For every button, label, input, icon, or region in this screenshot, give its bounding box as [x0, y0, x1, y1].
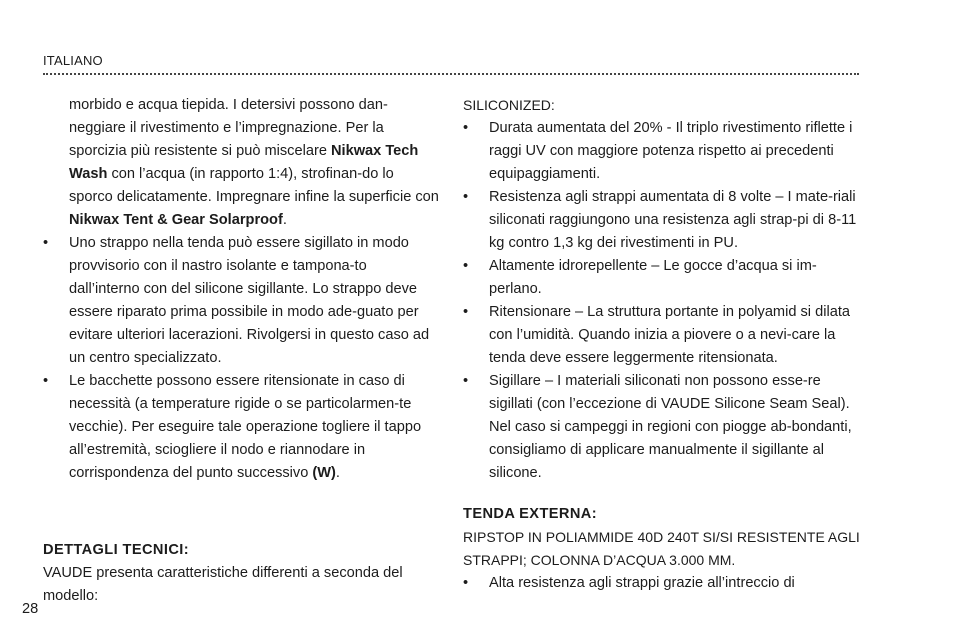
care-text-1: morbido e acqua tiepida. I detersivi possono dan-neggiare il rivestimento e l’impregnazione. Per la sporcizia più resistente si può miscelare: [69, 97, 388, 159]
care-text-2: con l’acqua (in rapporto 1:4), strofinan-do lo sporco delicatamente. Impregnare infine la superficie con: [69, 166, 439, 205]
list-item: [463, 117, 863, 186]
section-heading-outer-tent: TENDA EXTERNA:: [463, 506, 597, 522]
list-item-text: Durata aumentata del 20% - Il triplo rivestimento riflette i raggi UV con maggiore potenza rispetto ai precedenti equipaggiamenti.: [489, 120, 853, 182]
technical-intro: VAUDE presenta caratteristiche differenti a seconda del modello:: [43, 565, 403, 604]
right-column: [463, 94, 863, 595]
list-item: [43, 370, 441, 485]
list-item: [463, 255, 863, 301]
outer-tent-material-spec: RIPSTOP IN POLIAMMIDE 40D 240T SI/SI RESISTENTE AGLI STRAPPI; COLONNA D’ACQUA 3.000 MM.: [463, 529, 860, 568]
list-item-text: Uno strappo nella tenda può essere sigillato in modo provvisorio con il nastro isolante e tampona-to dall’interno con del silicone sigillante. Lo strappo deve essere riparato prima possibile in modo ade-guato per evitare ulteriori lacerazioni. Rivolgersi in questo caso ad un centro specializzato.: [69, 235, 430, 366]
figure-reference: (W): [312, 465, 336, 481]
bullet-icon: •: [43, 373, 49, 389]
list-item: [463, 572, 863, 595]
list-item-text: Alta resistenza agli strappi grazie all’intreccio di: [489, 575, 795, 591]
left-column: [43, 94, 441, 608]
bullet-icon: •: [463, 304, 469, 320]
care-text-3: .: [282, 212, 287, 228]
poles-text: Le bacchette possono essere ritensionate in caso di necessità (a temperature rigide o se particolarmen-te vecchie). Per eseguire tale operazione togliere il tappo all’estremità, sciogliere il nodo e riannodare in corrispondenza del punto successivo: [69, 373, 422, 481]
bullet-icon: •: [463, 575, 469, 591]
bullet-icon: •: [463, 120, 469, 136]
bullet-icon: •: [463, 258, 469, 274]
page-number: 28: [22, 601, 39, 617]
care-paragraph: [43, 94, 441, 232]
product-name-tech-wash: Nikwax Tech Wash: [69, 143, 419, 182]
poles-text-end: .: [335, 465, 340, 481]
bullet-icon: •: [463, 189, 469, 205]
list-item-text: Resistenza agli strappi aumentata di 8 volte – I mate-riali siliconati raggiungono una resistenza agli strap-pi di 8-11 kg contro 1,3 kg dei rivestimenti in PU.: [489, 189, 857, 251]
list-item: [463, 370, 863, 485]
section-heading-technical-details: DETTAGLI TECNICI:: [43, 542, 189, 558]
bullet-icon: •: [463, 373, 469, 389]
dotted-divider: [43, 73, 859, 75]
list-item: [463, 186, 863, 255]
product-name-solarproof: Nikwax Tent & Gear Solarproof: [69, 212, 283, 228]
list-item-text: Ritensionare – La struttura portante in polyamid si dilata con l’umidità. Quando inizia a piovere o a nevi-care la tenda deve essere leggermente ritensionata.: [489, 304, 850, 366]
language-label: ITALIANO: [43, 53, 103, 68]
list-item-text: Sigillare – I materiali siliconati non possono esse-re sigillati (con l’eccezione di VAUDE Silicone Seam Seal). Nel caso si campeggi in regioni con piogge ab-bondanti, consigliamo di applicare manualmente il sigillante al silicone.: [489, 373, 852, 481]
list-item-text: [69, 370, 441, 485]
list-item-text: Altamente idrorepellente – Le gocce d’acqua si im-perlano.: [489, 258, 817, 297]
siliconized-label: SILICONIZED:: [463, 97, 555, 113]
bullet-icon: •: [43, 235, 49, 251]
list-item: [463, 301, 863, 370]
list-item: [43, 232, 441, 370]
